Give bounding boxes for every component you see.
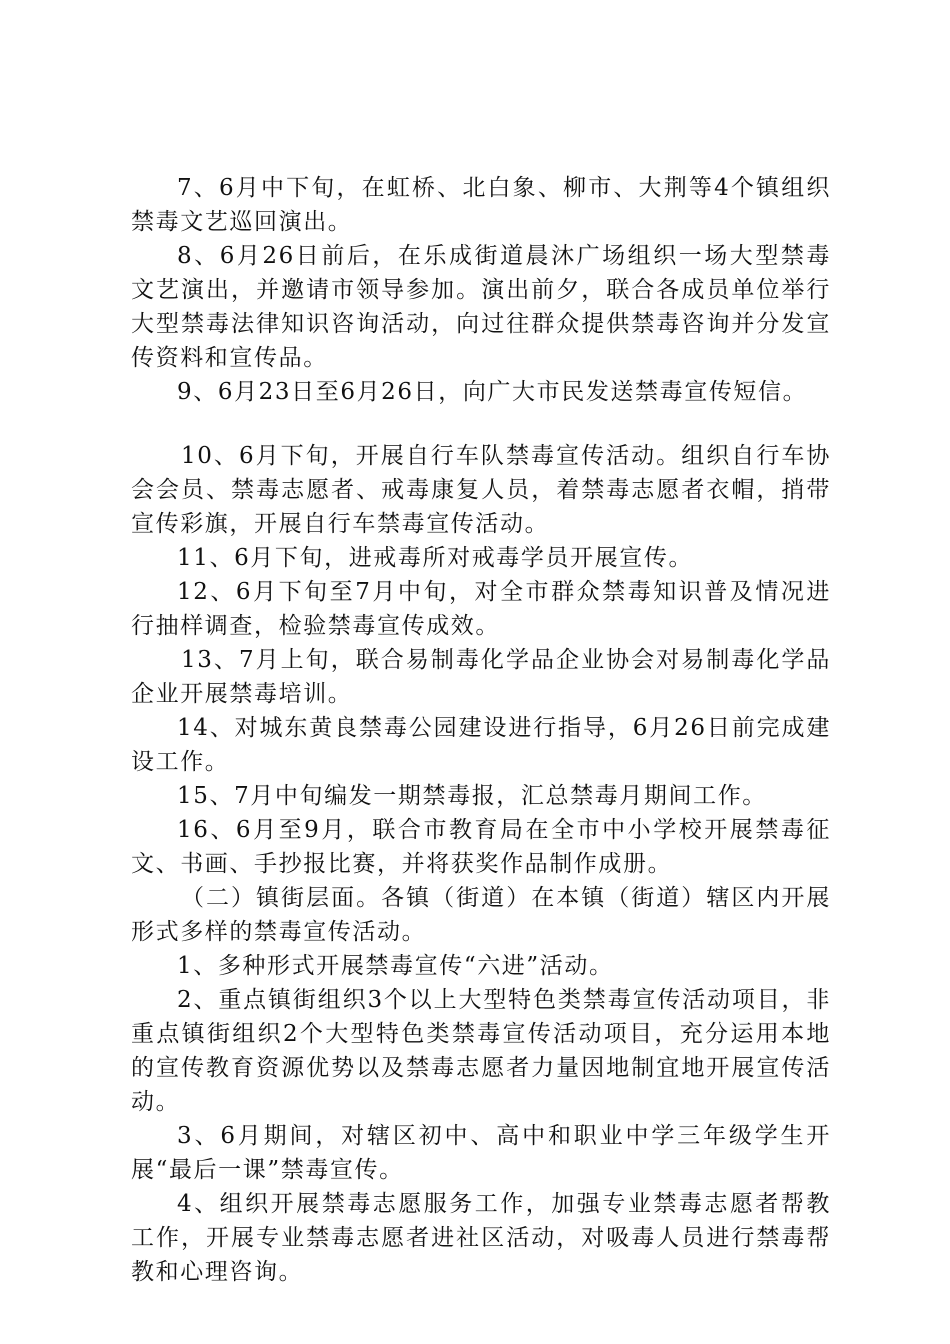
paragraph-item-10: 10、6月下旬，开展自行车队禁毒宣传活动。组织自行车协会会员、禁毒志愿者、戒毒康复人员，着禁毒志愿者衣帽，捎带宣传彩旗，开展自行车禁毒宣传活动。 [131,443,831,537]
paragraph-town-item-1: 1、多种形式开展禁毒宣传“六进”活动。 [177,953,614,979]
section-heading-town-level: （二）镇街层面。各镇（街道）在本镇（街道）辖区内开展形式多样的禁毒宣传活动。 [131,885,831,945]
paragraph-item-15: 15、7月中旬编发一期禁毒报，汇总禁毒月期间工作。 [177,783,767,809]
document-body [131,171,831,1289]
paragraph-gap [131,409,831,439]
paragraph-item-13: 13、7月上旬，联合易制毒化学品企业协会对易制毒化学品企业开展禁毒培训。 [131,647,831,707]
paragraph-item-14: 14、对城东黄良禁毒公园建设进行指导，6月26日前完成建设工作。 [131,715,831,775]
paragraph-item-8: 8、6月26日前后，在乐成街道晨沐广场组织一场大型禁毒文艺演出，并邀请市领导参加。演出前夕，联合各成员单位举行大型禁毒法律知识咨询活动，向过往群众提供禁毒咨询并分发宣传资料和宣传品。 [131,243,831,371]
paragraph-town-item-4: 4、组织开展禁毒志愿服务工作，加强专业禁毒志愿者帮教工作，开展专业禁毒志愿者进社区活动，对吸毒人员进行禁毒帮教和心理咨询。 [131,1191,831,1285]
paragraph-item-12: 12、6月下旬至7月中旬，对全市群众禁毒知识普及情况进行抽样调查，检验禁毒宣传成效。 [131,579,831,639]
paragraph-town-item-2: 2、重点镇街组织3个以上大型特色类禁毒宣传活动项目，非重点镇街组织2个大型特色类禁毒宣传活动项目，充分运用本地的宣传教育资源优势以及禁毒志愿者力量因地制宜地开展宣传活动。 [131,987,831,1115]
paragraph-town-item-3: 3、6月期间，对辖区初中、高中和职业中学三年级学生开展“最后一课”禁毒宣传。 [131,1123,831,1183]
paragraph-item-16: 16、6月至9月，联合市教育局在全市中小学校开展禁毒征文、书画、手抄报比赛，并将获奖作品制作成册。 [131,817,831,877]
paragraph-item-11: 11、6月下旬，进戒毒所对戒毒学员开展宣传。 [177,545,694,571]
paragraph-item-9: 9、6月23日至6月26日，向广大市民发送禁毒宣传短信。 [177,379,808,405]
paragraph-item-7: 7、6月中下旬，在虹桥、北白象、柳市、大荆等4个镇组织禁毒文艺巡回演出。 [131,175,831,235]
